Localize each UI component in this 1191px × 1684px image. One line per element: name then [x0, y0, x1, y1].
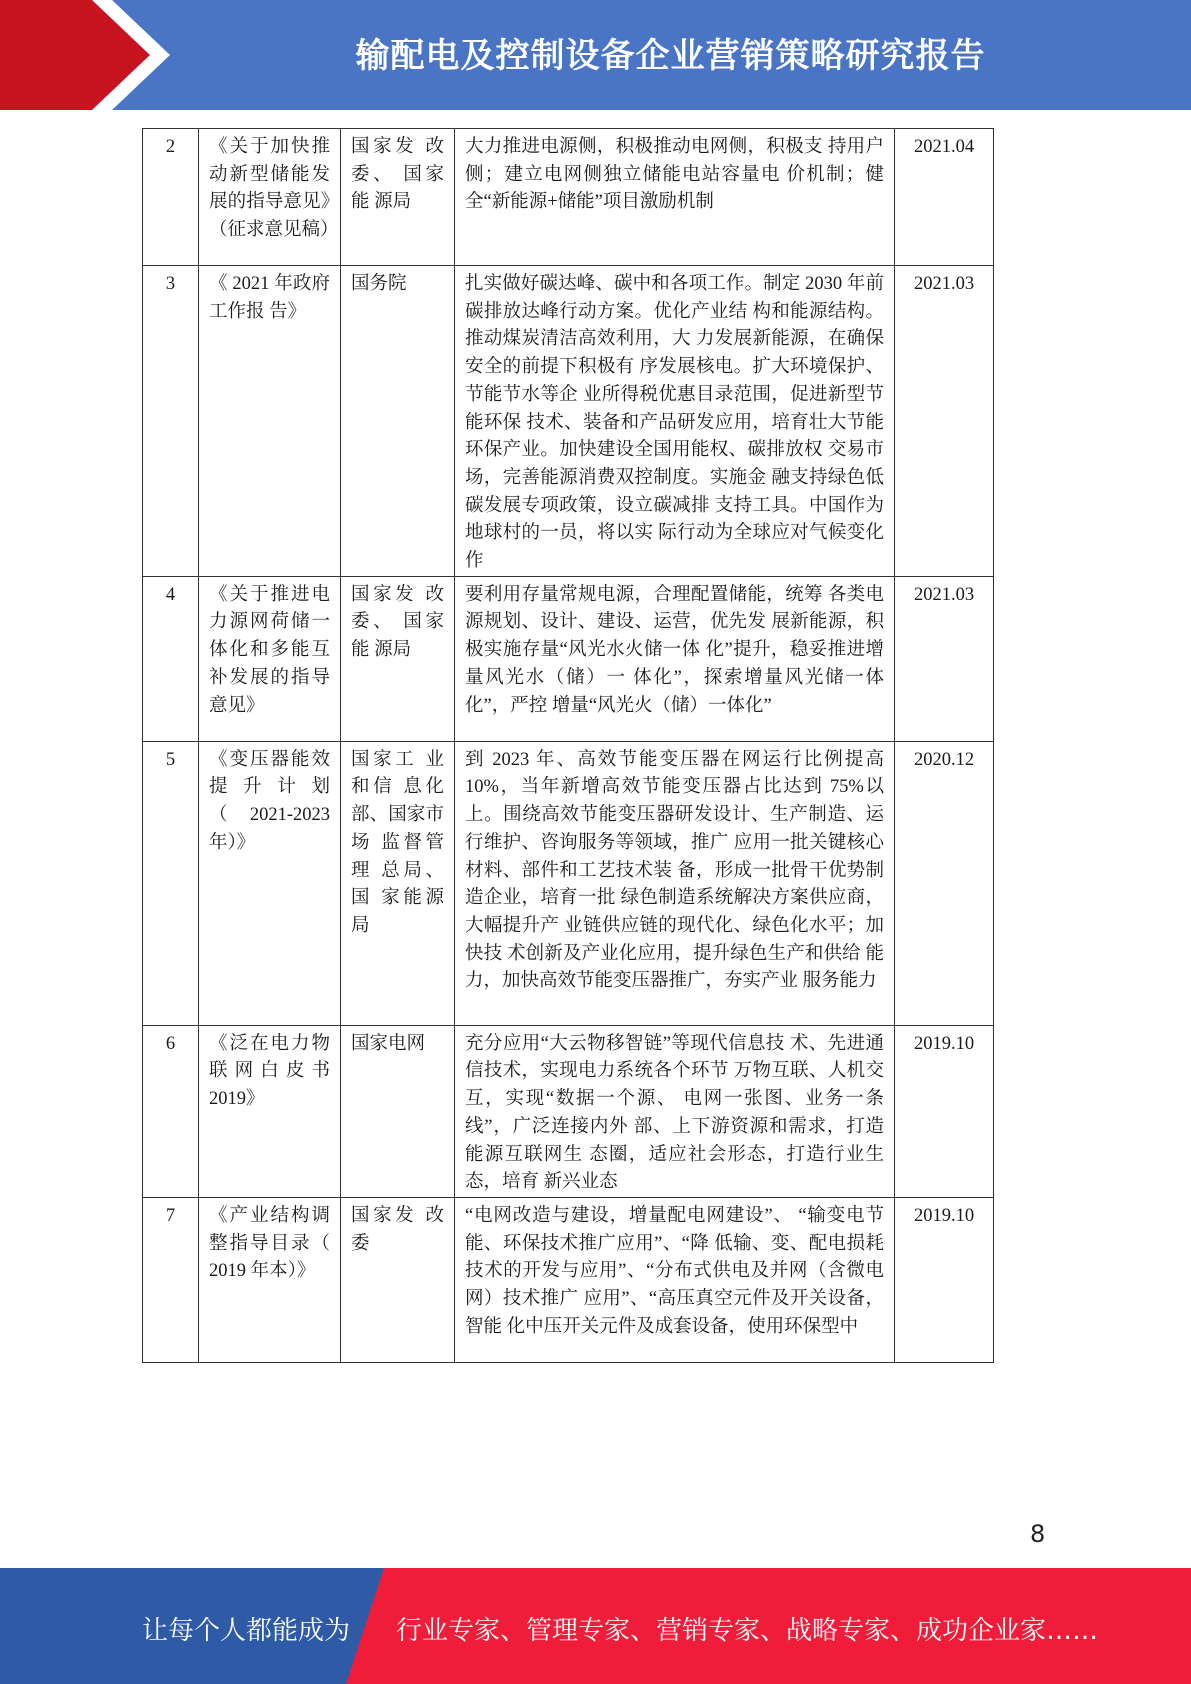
- policy-table: [142, 128, 994, 1363]
- release-date: 2021.04: [895, 129, 994, 266]
- release-date: 2019.10: [895, 1025, 994, 1197]
- row-number: 7: [143, 1197, 199, 1362]
- table-row: [143, 129, 994, 266]
- footer-slogan-left: 让每个人都能成为: [142, 1616, 351, 1646]
- issuing-agency: 国家发 改委、 国家能 源局: [341, 129, 455, 266]
- policy-content: “电网改造与建设，增量配电网建设”、 “输变电节能、环保技术推广应用”、“降 低输、变、配电损耗技术的开发与应用”、“分布式供电及并网（含微电网）技术推广 应用”、“高压真空元件及开关设备，智能 化中压开关元件及成套设备，使用环保型中: [455, 1197, 895, 1362]
- release-date: 2019.10: [895, 1197, 994, 1362]
- table-row: [143, 1025, 994, 1197]
- row-number: 6: [143, 1025, 199, 1197]
- policy-name: 《关于加快推动新型储能发展的指导意见》（征求意见稿）: [199, 129, 341, 266]
- row-number: 3: [143, 266, 199, 577]
- release-date: 2021.03: [895, 266, 994, 577]
- report-title: 输配电及控制设备企业营销策略研究报告: [355, 36, 986, 76]
- policy-name: 《关于推进电力源网荷储一体化和多能互补发展的指导意见》: [199, 576, 341, 741]
- policy-content: 要利用存量常规电源，合理配置储能，统筹 各类电源规划、设计、建设、运营，优先发 展新能源，积极实施存量“风光水火储一体 化”提升，稳妥推进增量风光水（储）一 体化”，探索增量风光储一体化”，严控 增量“风光火（储）一体化”: [455, 576, 895, 741]
- policy-content: 大力推进电源侧，积极推动电网侧，积极支 持用户侧；建立电网侧独立储能电站容量电 价机制；健全“新能源+储能”项目激励机制: [455, 129, 895, 266]
- issuing-agency: 国家发 改委、 国家能 源局: [341, 576, 455, 741]
- release-date: 2021.03: [895, 576, 994, 741]
- row-number: 2: [143, 129, 199, 266]
- report-header: [0, 0, 1191, 110]
- table-row: [143, 1197, 994, 1362]
- policy-content: 充分应用“大云物移智链”等现代信息技 术、先进通信技术，实现电力系统各个环节 万物互联、人机交互，实现“数据一个源、 电网一张图、业务一条线”，广泛连接内外 部、上下游资源和需求，打造能源互联网生 态圈，适应社会形态，打造行业生态，培育 新兴业态: [455, 1025, 895, 1197]
- issuing-agency: 国家电网: [341, 1025, 455, 1197]
- release-date: 2020.12: [895, 741, 994, 1025]
- footer-slogan-right: 行业专家、管理专家、营销专家、战略专家、成功企业家……: [396, 1616, 1099, 1646]
- policy-name: 《泛在电力物联网白皮书2019》: [199, 1025, 341, 1197]
- policy-name: 《产业结构调整指导目录（ 2019 年本）》: [199, 1197, 341, 1362]
- table-row: [143, 266, 994, 577]
- policy-content: 到 2023 年、高效节能变压器在网运行比例提高 10%，当年新增高效节能变压器占比达到 75%以上。围绕高效节能变压器研发设计、生产制造、运行维护、咨询服务等领域，推广 应用一批关键核心材料、部件和工艺技术装 备，形成一批骨干优势制造企业，培育一批 绿色制造系统解决方案供应商，大幅提升产 业链供应链的现代化、绿色化水平；加快技 术创新及产业化应用，提升绿色生产和供给 能力，加快高效节能变压器推广，夯实产业 服务能力: [455, 741, 895, 1025]
- policy-content: 扎实做好碳达峰、碳中和各项工作。制定 2030 年前碳排放达峰行动方案。优化产业结 构和能源结构。推动煤炭清洁高效利用，大 力发展新能源，在确保安全的前提下积极有 序发展核电。扩大环境保护、节能节水等企 业所得税优惠目录范围，促进新型节能环保 技术、装备和产品研发应用，培育壮大节能 环保产业。加快建设全国用能权、碳排放权 交易市场，完善能源消费双控制度。实施金 融支持绿色低碳发展专项政策，设立碳减排 支持工具。中国作为地球村的一员，将以实 际行动为全球应对气候变化作: [455, 266, 895, 577]
- policy-name: 《 2021 年政府工作报 告》: [199, 266, 341, 577]
- page-number: 8: [1030, 1520, 1046, 1548]
- row-number: 5: [143, 741, 199, 1025]
- table-row: [143, 741, 994, 1025]
- issuing-agency: 国家发 改委: [341, 1197, 455, 1362]
- row-number: 4: [143, 576, 199, 741]
- issuing-agency: 国务院: [341, 266, 455, 577]
- report-footer: [0, 1568, 1191, 1684]
- issuing-agency: 国家工 业和信 息化 部、国家市场 监督管 理 总局、国 家能源 局: [341, 741, 455, 1025]
- table-row: [143, 576, 994, 741]
- policy-name: 《变压器能效提升计划（2021-2023 年）》: [199, 741, 341, 1025]
